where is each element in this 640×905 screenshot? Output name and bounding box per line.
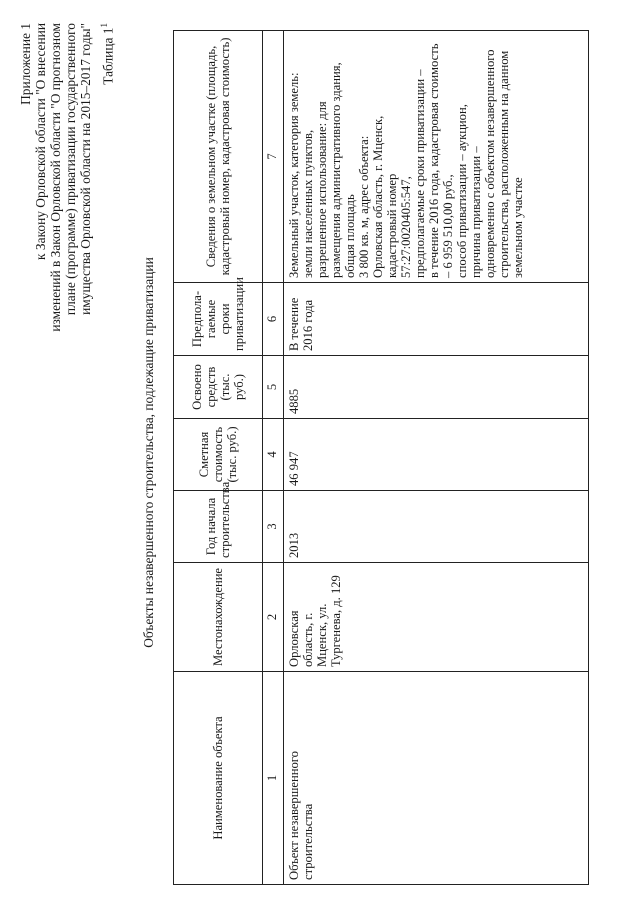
table-header-row [174, 31, 263, 885]
table-label-text: Таблица 1 [100, 27, 116, 85]
column-number-row [263, 31, 284, 885]
col-header-location: Местонахождение [174, 563, 263, 672]
cell-spent: 4885 [284, 356, 589, 419]
column-number: 6 [263, 283, 284, 356]
column-number: 5 [263, 356, 284, 419]
col-header-land: Сведения о земельном участке (площадь, кадастровый номер, кадастровая стоимость) [174, 31, 263, 283]
table-row [284, 31, 589, 885]
land-line: земли населенных пунктов, [301, 129, 315, 278]
cell-location: Орловская область, г. Мценск, ул. Тургенева, д. 129 [284, 563, 589, 672]
cell-estimate: 46 947 [284, 419, 589, 491]
land-line: в течение 2016 года, кадастровая стоимость – 6 959 510,00 руб., [427, 43, 455, 278]
col-header-spent: Освоено средств (тыс. руб.) [174, 356, 263, 419]
column-number: 1 [263, 672, 284, 885]
col-header-year: Год начала строительства [174, 491, 263, 563]
table-label [99, 23, 116, 85]
land-line: Орловская область, г. Мценск, [371, 115, 385, 278]
land-line: кадастровый номер [385, 173, 399, 278]
land-line: разрешенное использование: для размещения административного здания, общая площадь [315, 62, 357, 278]
column-number: 4 [263, 419, 284, 491]
header-line: Приложение 1 [18, 23, 33, 105]
land-line: 3 800 кв. м, адрес объекта: [357, 135, 371, 278]
cell-name: Объект незавершенного строительства [284, 672, 589, 885]
table-caption: Объекты незавершенного строительства, подлежащие приватизации [141, 257, 156, 648]
land-line: Земельный участок, категория земель: [287, 72, 301, 278]
column-number: 2 [263, 563, 284, 672]
column-number: 3 [263, 491, 284, 563]
land-line: предполагаемые сроки приватизации – [413, 69, 427, 278]
cell-year: 2013 [284, 491, 589, 563]
header-line: изменений в Закон Орловской области "О прогнозном [48, 23, 63, 332]
header-line: имущества Орловской области на 2015–2017 годы" [78, 23, 93, 315]
land-line: 57:27:0020405:547, [399, 176, 413, 278]
cell-term: В течение 2016 года [284, 283, 589, 356]
col-header-name: Наименование объекта [174, 672, 263, 885]
cell-land [284, 31, 589, 283]
table-label-superscript: 1 [99, 23, 109, 28]
header-line: к Закону Орловской области "О внесении [33, 23, 48, 260]
land-line: одновременно с объектом незавершенного строительства, расположенным на данном земельном участке [483, 49, 525, 278]
col-header-term: Предпола-гаемые сроки приватизации [174, 283, 263, 356]
col-header-estimate: Сметная стоимость (тыс. руб.) [174, 419, 263, 491]
land-line: способ приватизации – аукцион, [455, 104, 469, 278]
land-line: причина приватизации – [469, 146, 483, 278]
header-line: плане (программе) приватизации государственного [63, 23, 78, 316]
column-number: 7 [263, 31, 284, 283]
objects-table [173, 30, 589, 885]
appendix-header [18, 23, 93, 332]
